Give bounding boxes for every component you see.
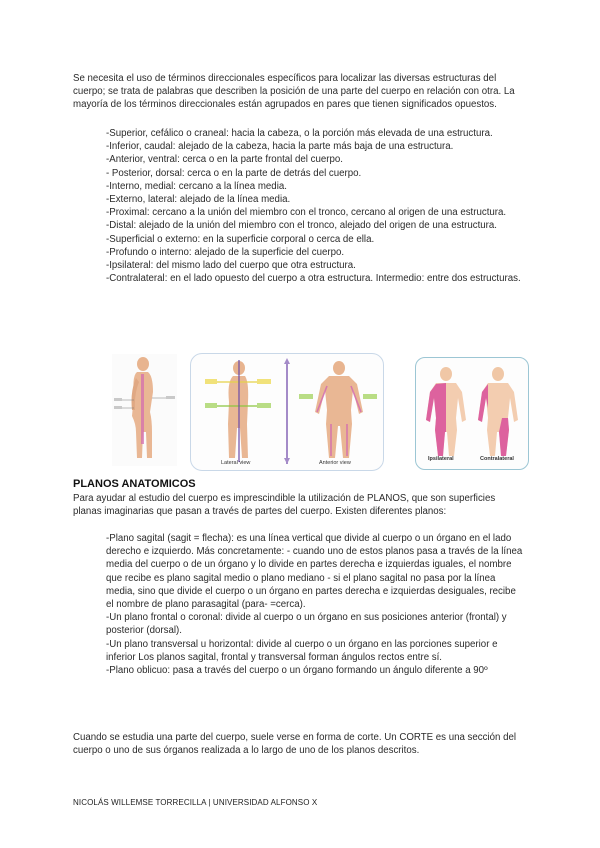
term-interno: -Interno, medial: cercano a la línea media.: [106, 180, 287, 192]
plane-oblicuo: -Plano oblicuo: pasa a través del cuerpo o un órgano formando un ángulo diferente a 90º: [106, 665, 488, 677]
anterior-view-caption: Anterior view: [319, 460, 351, 466]
term-profundo: -Profundo o interno: alejado de la superficie del cuerpo.: [106, 246, 345, 258]
contralateral-caption: Contralateral: [480, 456, 514, 462]
term-distal: -Distal: alejado de la unión del miembro con el tronco, alejado del origen de una estructura.: [106, 220, 497, 232]
term-externo: -Externo, lateral: alejado de la línea media.: [106, 194, 291, 206]
intro-paragraph: Se necesita el uso de términos direccionales específicos para localizar las diversas estructuras del cuerpo; se trata de palabras que describen la posición de una parte del cuerpo en relación con otra. La mayoría de los términos direccionales están agrupados en pares que tienen significados opuestos.: [73, 73, 515, 111]
plane-frontal: -Un plano frontal o coronal: divide al cuerpo o un órgano en sus posiciones anterior (frontal) y posterior (dorsal).: [106, 612, 507, 637]
page-footer: NICOLÁS WILLEMSE TORRECILLA | UNIVERSIDAD ALFONSO X: [73, 798, 318, 807]
ipsilateral-contralateral-figure: [415, 357, 529, 470]
lateral-body-illustration: [112, 354, 177, 466]
term-contralateral: -Contralateral: en el lado opuesto del cuerpo a otra estructura. Intermedio: entre dos estructuras.: [106, 273, 521, 285]
ipsilateral-caption: Ipsilateral: [428, 456, 454, 462]
planos-heading: PLANOS ANATOMICOS: [73, 478, 196, 490]
term-ipsilateral: -Ipsilateral: del mismo lado del cuerpo que otra estructura.: [106, 260, 356, 272]
directional-terms-list: [106, 127, 526, 285]
term-posterior: - Posterior, dorsal: cerca o en la parte de detrás del cuerpo.: [106, 167, 362, 179]
anatomical-planes-list: [106, 532, 524, 677]
term-inferior: -Inferior, caudal: alejado de la cabeza, hacia la parte más baja de una estructura.: [106, 141, 454, 153]
term-superior: -Superior, cefálico o craneal: hacia la cabeza, o la porción más elevada de una estructura.: [106, 128, 493, 139]
plane-transversal: -Un plano transversal u horizontal: divide al cuerpo o un órgano en las porciones superior e inferior Los planos sagital, frontal y transversal forman ángulos rectos entre sí.: [106, 638, 498, 663]
term-proximal: -Proximal: cercano a la unión del miembro con el tronco, cercano al origen de una estructura.: [106, 207, 507, 219]
directional-views-illustration: [191, 354, 383, 470]
term-superficial: -Superficial o externo: en la superficie corporal o cerca de ella.: [106, 233, 375, 245]
ipsilateral-contralateral-illustration: [416, 358, 528, 469]
directional-views-figure: [190, 353, 384, 471]
closing-paragraph: Cuando se estudia una parte del cuerpo, suele verse en forma de corte. Un CORTE es una sección del cuerpo o uno de sus órganos realizada a lo largo de uno de los planos descritos.: [73, 732, 517, 757]
lateral-body-figure: [112, 354, 177, 466]
lateral-view-caption: Lateral view: [221, 460, 251, 466]
plane-sagital: -Plano sagital (sagit = flecha): es una línea vertical que divide al cuerpo o un órgano en el lado derecho e izquierdo. Más concretamente: - cuando uno de estos planos pasa a través de la línea media del cuerpo o de un órgano y lo divide en partes derecha e izquierdas iguales, el nombre que recibe es plano sagital medio o plano mediano - si el plano sagital no pasa por la línea media, sino que divide el cuerpo o un órgano en partes derecha e izquierdas desiguales, recibe el nombre de plano parasagital (para- =cerca).: [106, 533, 523, 611]
term-anterior: -Anterior, ventral: cerca o en la parte frontal del cuerpo.: [106, 154, 343, 166]
planos-intro-paragraph: Para ayudar al estudio del cuerpo es imprescindible la utilización de PLANOS, que son superficies planas imaginarias que pasan a través de partes del cuerpo. Existen diferentes planos:: [73, 493, 496, 518]
